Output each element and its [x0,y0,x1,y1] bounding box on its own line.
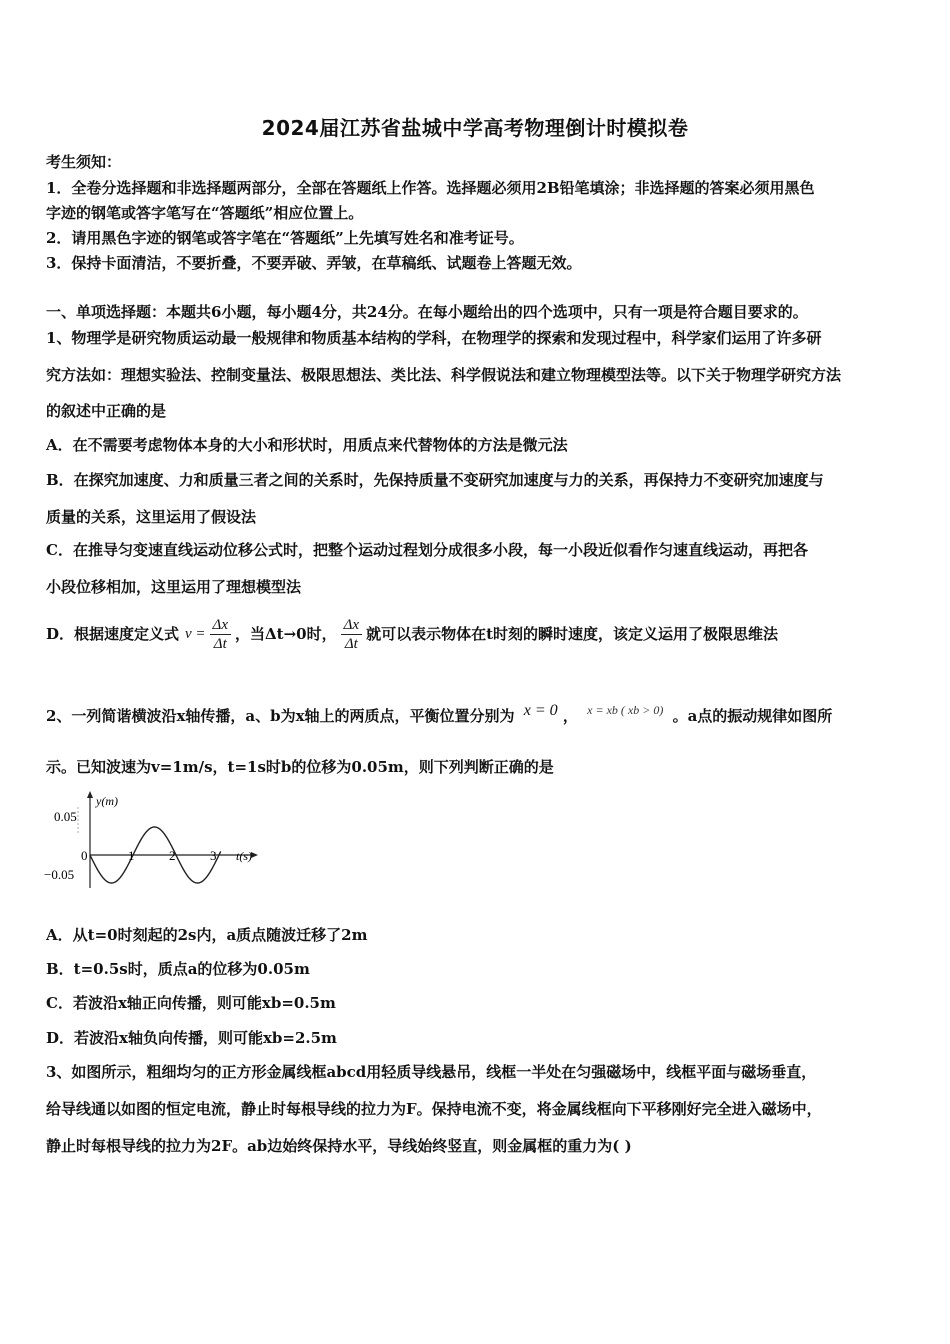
y-tick-label-max: 0.05 [54,809,77,824]
xb-condition: x = xb ( xb > 0) [587,703,664,717]
q3-stem-line-3: 静止时每根导线的拉力为2F。ab边始终保持水平，导线始终竖直，则金属框的重力为( ) [46,1137,632,1155]
x-tick-label-1: 1 [128,848,135,863]
q2-comma: ， [562,707,578,725]
q1-option-d-middle: ，当Δt→0时， [235,625,337,643]
q2-stem-line-2: 示。已知波速为v=1m/s，t=1s时b的位移为0.05m，则下列判断正确的是 [46,758,554,776]
q2-option-b: B．t=0.5s时，质点a的位移为0.05m [46,960,310,978]
q1-stem-line-3: 的叙述中正确的是 [46,402,167,420]
y-tick-label-min: −0.05 [44,867,75,882]
velocity-fraction [210,616,231,653]
q1-option-a: A．在不需要考虑物体本身的大小和形状时，用质点来代替物体的方法是微元法 [46,436,568,454]
section-heading: 一、单项选择题：本题共6小题，每小题4分，共24分。在每小题给出的四个选项中，只有一项是符合题目要求的。 [46,303,808,321]
vibration-graph [40,785,270,900]
velocity-symbol: v = [185,626,206,642]
q1-stem-line-2: 究方法如：理想实验法、控制变量法、极限思想法、类比法、科学假说法和建立物理模型法等。以下关于物理学研究方法 [46,366,842,384]
y-axis-label: y(m) [96,794,118,808]
q3-stem-line-1: 3、如图所示，粗细均匀的正方形金属线框abcd用轻质导线悬吊，线框一半处在匀强磁场中，线框平面与磁场垂直， [46,1063,817,1081]
fraction-numerator: Δx [210,616,231,635]
q1-option-d-prefix: D．根据速度定义式 [46,625,180,643]
notice-item-3: 3．保持卡面清洁，不要折叠，不要弄破、弄皱，在草稿纸、试题卷上答题无效。 [46,254,582,272]
notice-item-2: 2．请用黑色字迹的钢笔或答字笔在“答题纸”上先填写姓名和准考证号。 [46,229,524,247]
notice-heading: 考生须知： [46,153,122,171]
q1-stem-line-1: 1、物理学是研究物质运动最一般规律和物质基本结构的学科，在物理学的探索和发现过程中，科学家们运用了许多研 [46,329,822,347]
q1-option-d [46,612,916,656]
q1-option-c-line-2: 小段位移相加，这里运用了理想模型法 [46,578,302,596]
q2-stem-part-1: 2、一列简谐横波沿x轴传播，a、b为x轴上的两质点，平衡位置分别为 [46,707,515,725]
q2-option-d: D．若波沿x轴负向传播，则可能xb=2.5m [46,1029,337,1047]
q2-option-a: A．从t=0时刻起的2s内，a质点随波迁移了2m [46,926,368,944]
x-axis-arrow [251,852,258,858]
ratio-fraction [341,616,362,653]
fraction-denominator: Δt [213,635,227,652]
q1-option-b-line-2: 质量的关系，这里运用了假设法 [46,508,257,526]
q1-option-b-line-1: B．在探究加速度、力和质量三者之间的关系时，先保持质量不变研究加速度与力的关系，再保持力不变研究加速度与 [46,471,824,489]
y-axis-arrow [87,791,93,798]
page-title: 2024届江苏省盐城中学高考物理倒计时模拟卷 [261,116,689,140]
x-tick-label-2: 2 [169,848,176,863]
x-tick-label-0: 0 [81,848,88,863]
notice-item-1-line-1: 1．全卷分选择题和非选择题两部分，全部在答题纸上作答。选择题必须用2B铅笔填涂；非选择题的答案必须用黑色 [46,179,815,197]
x-axis-label: t(s) [236,849,252,863]
notice-item-1-line-2: 字迹的钢笔或答字笔写在“答题纸”相应位置上。 [46,204,364,222]
q1-option-d-suffix: 就可以表示物体在t时刻的瞬时速度，该定义运用了极限思维法 [366,625,778,643]
q1-option-c-line-1: C．在推导匀变速直线运动位移公式时，把整个运动过程划分成很多小段，每一小段近似看作匀速直线运动，再把各 [46,541,808,559]
x-tick-label-3: 3 [210,848,217,863]
q2-option-c: C．若波沿x轴正向传播，则可能xb=0.5m [46,994,336,1012]
fraction-denominator: Δt [344,635,358,652]
q3-stem-line-2: 给导线通以如图的恒定电流，静止时每根导线的拉力为F。保持电流不变，将金属线框向下平移刚好完全进入磁场中， [46,1100,822,1118]
x-equals-zero: x = 0 [523,702,558,719]
fraction-numerator: Δx [341,616,362,635]
q2-stem-line-1 [46,702,916,727]
q2-stem-part-2: 。a点的振动规律如图所 [672,707,833,725]
